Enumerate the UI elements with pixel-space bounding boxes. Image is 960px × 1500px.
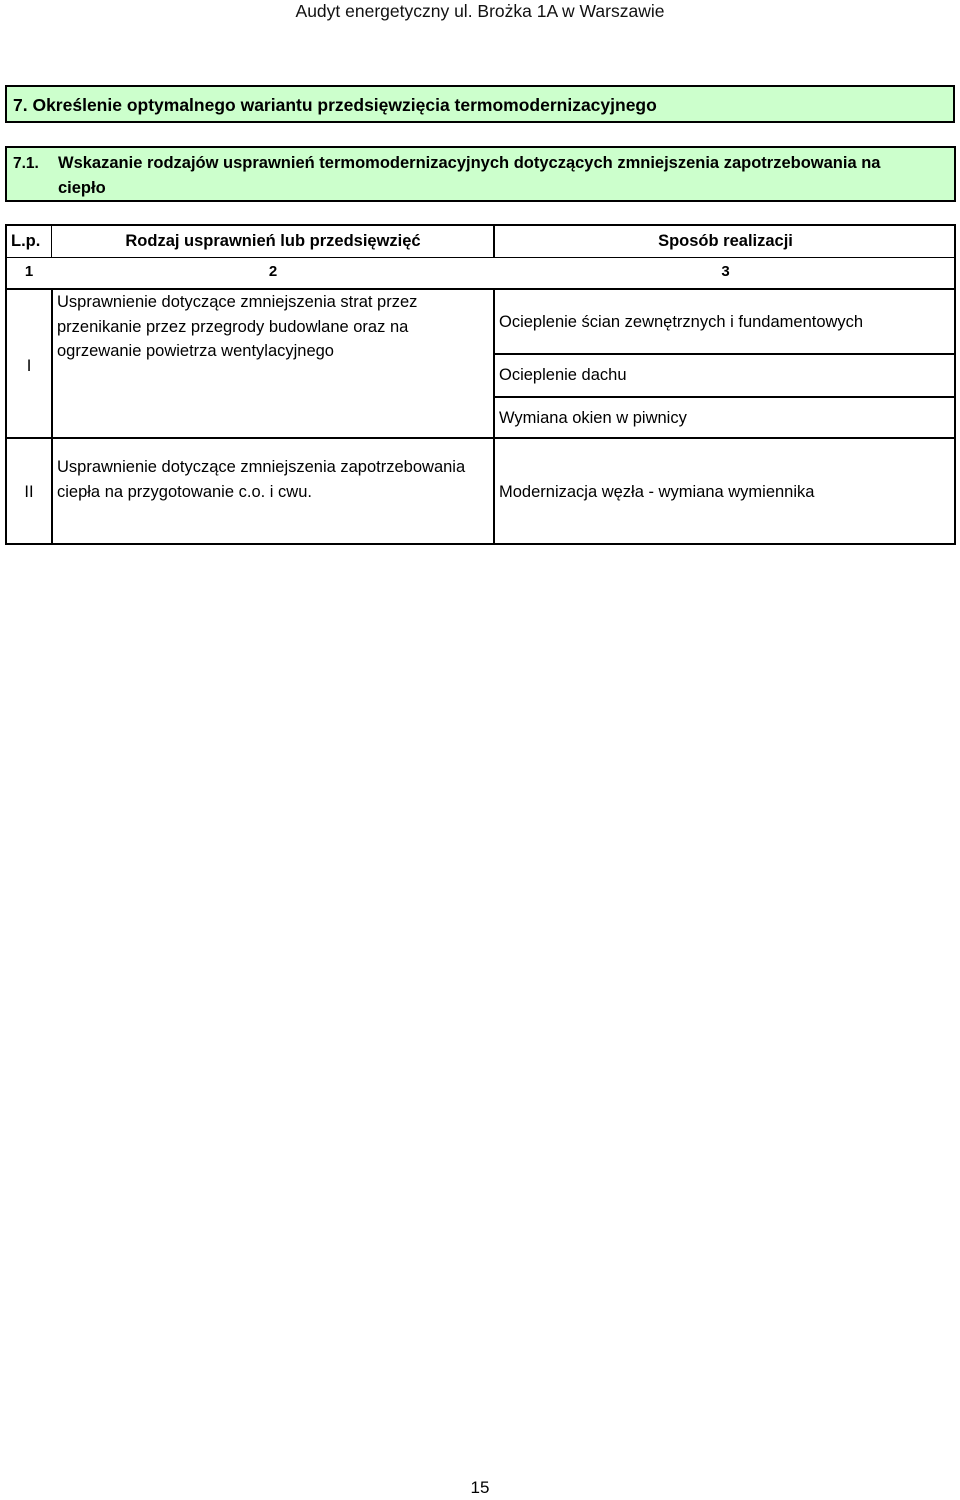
row-2-method-1: Modernizacja węzła - wymiana wymiennika [499,483,815,501]
section-7-1-title: Wskazanie rodzajów usprawnień termomodernizacyjnych dotyczących zmniejszenia zapotrzebowania na ciepło [58,154,881,197]
improvements-table [5,224,956,545]
row-2-type: Usprawnienie dotyczące zmniejszenia zapotrzebowania ciepła na przygotowanie c.o. i cwu. [57,458,466,501]
section-7-1-heading [5,146,956,202]
row-1-lp: I [26,357,32,375]
column-number-3: 3 [721,263,730,280]
row-1-method-3: Wymiana okien w piwnicy [499,409,687,427]
page-header: Audyt energetyczny ul. Brożka 1A w Warszawie [295,1,665,21]
column-number-2: 2 [268,263,278,280]
section-7-1-number: 7.1. [13,155,39,172]
section-7-title: 7. Określenie optymalnego wariantu przedsięwzięcia termomodernizacyjnego [13,95,657,115]
column-number-1: 1 [24,263,34,280]
header-method: Sposób realizacji [658,232,793,250]
row-1-method-1: Ocieplenie ścian zewnętrznych i fundamentowych [499,313,864,331]
section-7-heading [5,85,955,123]
header-type: Rodzaj usprawnień lub przedsięwzięć [125,232,421,250]
header-lp: L.p. [11,232,41,250]
row-2-lp: II [24,483,34,501]
page-number: 15 [470,1478,490,1497]
row-1-method-2: Ocieplenie dachu [499,366,627,384]
row-1-type: Usprawnienie dotyczące zmniejszenia strat przez przenikanie przez przegrody budowlane oraz na ogrzewanie powietrza wentylacyjnego [57,293,418,360]
